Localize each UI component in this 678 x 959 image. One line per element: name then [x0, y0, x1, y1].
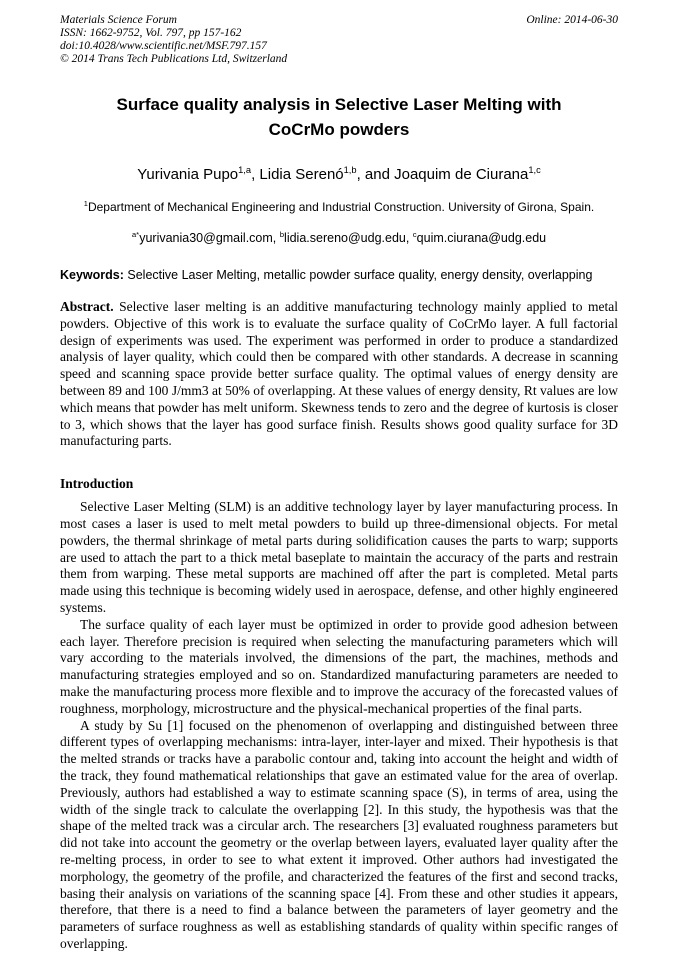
author-name: , Lidia Serenó: [251, 166, 344, 183]
author-name: Yurivania Pupo: [137, 166, 239, 183]
email-superscript: c: [412, 229, 417, 239]
introduction-paragraph: The surface quality of each layer must be optimized in order to provide good adhesion between each layer. Therefore precision is required when selecting the manufacturing parameters which will vary according to the materials involved, the dimensions of the part, the machines, methods and manufacturing strategies employed and so on. Standardized manufacturing parameters are needed to make the manufacturing process more flexible and to improve the accuracy of the forecasted values of roughness, morphology, microstructure and the physical-mechanical properties of the final parts.: [60, 616, 618, 716]
doi-line: doi:10.4028/www.scientific.net/MSF.797.157: [60, 40, 267, 52]
abstract-text: Selective laser melting is an additive manufacturing technology mainly applied to metal powders. Objective of this work is to evaluate the surface quality of CoCrMo layer. A full factorial design of experiments was used. The experiment was performed in order to produce a standardized analysis of layer quality, which could then be compared with other standards. A decrease in scanning speed and scanning space provide better surface quality. The optimal values of energy density are between 89 and 100 J/mm3 at 50% of overlapping. At these values of energy density, Rt values are low which means that powder has melt uniform. Skewness tends to zero and the degree of kurtosis is closer to 3, which shows that the layer has good surface finish. Results shows good quality surface for 3D manufacturing parts.: [60, 299, 618, 449]
abstract-label: Abstract.: [60, 299, 114, 314]
page-title: Surface quality analysis in Selective Laser Melting with CoCrMo powders: [116, 95, 562, 139]
affiliation-superscript: 1: [83, 199, 88, 208]
affiliation-line: [60, 200, 618, 214]
email-superscript: b: [279, 229, 285, 239]
keywords-label: Keywords:: [60, 268, 124, 282]
introduction-paragraph: Selective Laser Melting (SLM) is an additive technology layer by layer manufacturing process. In most cases a laser is used to melt metal powders to build up three-dimensional objects. For metal powders, the thermal shrinkage of metal parts during solidification causes the parts to warp; supports are used to attach the part to a thick metal baseplate to maintain the accuracy of the parts and restrain them from warping. These metal supports are machined off after the part is completed. Metal parts made using this technique is becoming widely used in aerospace, defense, and other highly engineered systems.: [60, 499, 618, 615]
email-address: lidia.sereno@udg.edu,: [284, 231, 413, 245]
issn-line: ISSN: 1662-9752, Vol. 797, pp 157-162: [60, 27, 242, 39]
introduction-heading: Introduction: [60, 476, 134, 492]
emails-line: [60, 231, 618, 245]
online-date: Online: 2014-06-30: [526, 14, 618, 26]
abstract-paragraph: [60, 299, 618, 450]
email-address: quim.ciurana@udg.edu: [416, 231, 547, 245]
copyright-line: © 2014 Trans Tech Publications Ltd, Switzerland: [60, 53, 288, 65]
keywords-line: [60, 268, 618, 282]
page-header: [60, 14, 618, 66]
authors-line: [60, 166, 618, 183]
author-name: , and Joaquim de Ciurana: [356, 166, 529, 183]
introduction-paragraph: A study by Su [1] focused on the phenomenon of overlapping and distinguished between three different types of overlapping mechanisms: intra-layer, inter-layer and mixed. Their hypothesis is that the melted strands or tracks have a parabolic contour and, taking into account the height and width of the track, they found mathematical relationships that gave an estimated value for the area of overlap. Previously, authors had established a way to estimate scanning space (S), in terms of area, using the width of the single track to calculate the overlapping [2]. In this study, the hypothesis was that the shape of the melted track was a circular arch. The researchers [3] evaluated roughness parameters but did not take into account the geometry or the overlap between layers, evaluated layer quality after the re-melting process, in order to see to what extent it improved. Other authors had investigated the morphology, the geometry of the profile, and characterized the features of the first and second tracks, basing their analysis on variations of the scanning space [4]. From these and other studies it appears, therefore, that there is a need to find a balance between the parameters of layer geometry and the parameters of surface roughness as well as establishing standards of quality within specific ranges of overlapping.: [60, 717, 618, 951]
keywords-text: Selective Laser Melting, metallic powder surface quality, energy density, overlapping: [123, 268, 593, 282]
author-superscript: 1,b: [343, 165, 357, 175]
author-superscript: 1,a: [238, 165, 252, 175]
affiliation-text: Department of Mechanical Engineering and Industrial Construction. University of Girona, Spain.: [87, 200, 595, 214]
author-superscript: 1,c: [528, 165, 541, 175]
email-superscript: a*: [131, 229, 140, 239]
email-address: yurivania30@gmail.com,: [139, 231, 280, 245]
journal-name: Materials Science Forum: [60, 14, 177, 26]
publication-meta: [60, 14, 287, 66]
